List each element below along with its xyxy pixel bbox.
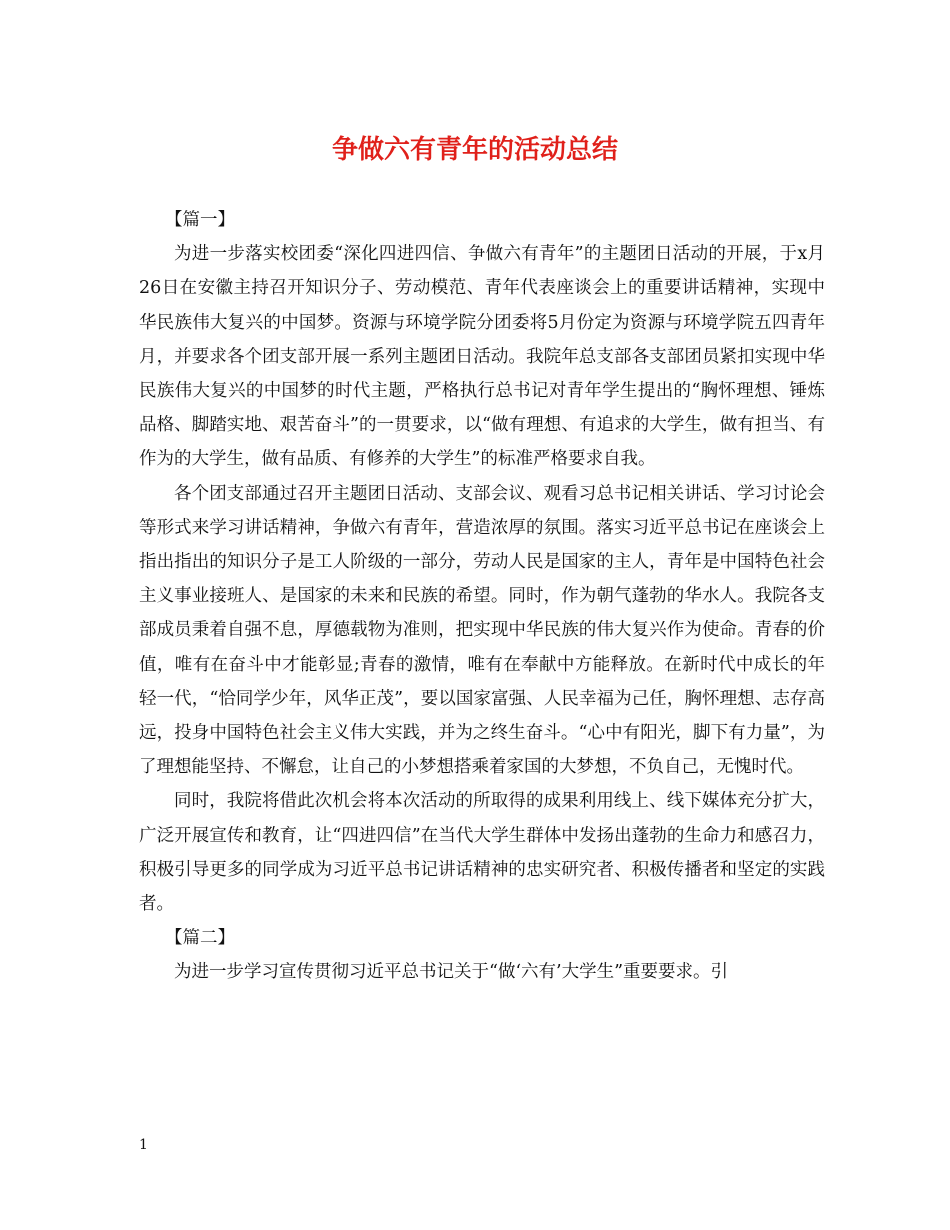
section-label-2: 【篇二】 (165, 928, 235, 949)
section-label-1: 【篇一】 (165, 210, 235, 230)
paragraph: 各个团支部通过召开主题团日活动、支部会议、观看习总书记相关讲话、学习讨论会等形式来学习讲话精神，争做六有青年，营造浓厚的氛围。落实习近平总书记在座谈会上指出指出的知识分子是工人阶级的一部分，劳动人民是国家的主人，青年是中国特色社会主义事业接班人、是国家的未来和民族的希望。同时，作为朝气蓬勃的华水人。我院各支部成员秉着自强不息，厚德载物为准则，把实现中华民族的伟大复兴作为使命。青春的价值，唯有在奋斗中才能彰显;青春的激情，唯有在奉献中方能释放。在新时代中成长的年轻一代，“恰同学少年，风华正茂”，要以国家富强、人民幸福为己任，胸怀理想、志存高远，投身中国特色社会主义伟大实践，并为之终生奋斗。“心中有阳光，脚下有力量”，为了理想能坚持、不懈怠，让自己的小梦想搭乘着家国的大梦想，不负自己，无愧时代。 (139, 483, 825, 778)
paragraph: 为进一步学习宣传贯彻习近平总书记关于“做‘六有’大学生”重要要求。引 (174, 962, 729, 983)
page-number: 1 (139, 1137, 148, 1153)
document-body (139, 203, 825, 990)
paragraph: 为进一步落实校团委“深化四进四信、争做六有青年”的主题团日活动的开展，于x月26日在安徽主持召开知识分子、劳动模范、青年代表座谈会上的重要讲话精神，实现中华民族伟大复兴的中国梦。资源与环境学院分团委将5月份定为资源与环境学院五四青年月，并要求各个团支部开展一系列主题团日活动。我院年总支部各支部团员紧扣实现中华民族伟大复兴的中国梦的时代主题，严格执行总书记对青年学生提出的“胸怀理想、锤炼品格、脚踏实地、艰苦奋斗”的一贯要求，以“做有理想、有追求的大学生，做有担当、有作为的大学生，做有品质、有修养的大学生”的标准严格要求自我。 (139, 244, 825, 470)
paragraph: 同时，我院将借此次机会将本次活动的所取得的成果利用线上、线下媒体充分扩大，广泛开展宣传和教育，让“四进四信”在当代大学生群体中发扬出蓬勃的生命力和感召力，积极引导更多的同学成为习近平总书记讲话精神的忠实研究者、积极传播者和坚定的实践者。 (139, 791, 825, 915)
document-title: 争做六有青年的活动总结 (331, 135, 618, 165)
